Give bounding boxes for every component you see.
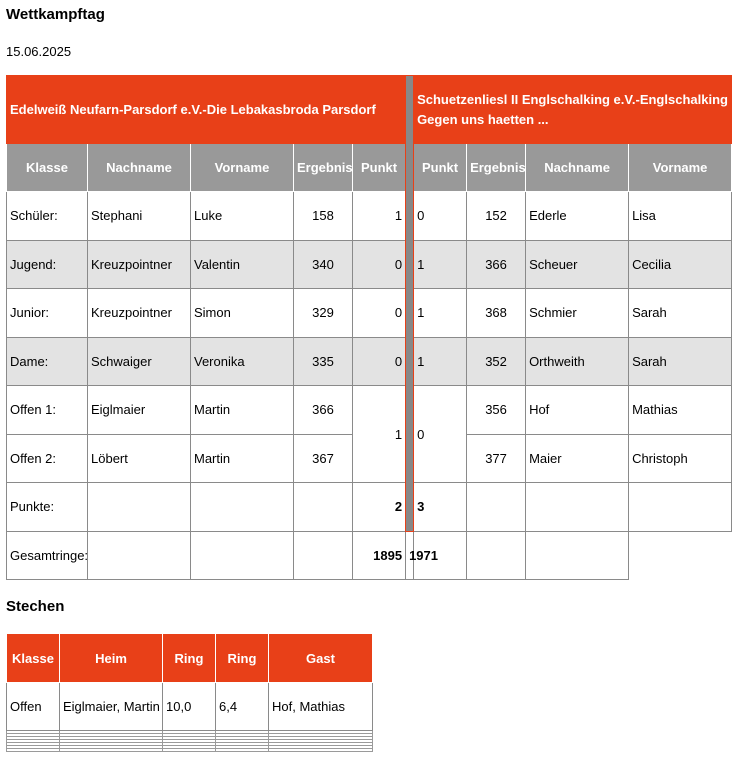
stechen-row	[7, 683, 373, 731]
table-row	[7, 289, 732, 338]
home-punkt-cell: 0	[353, 240, 406, 289]
guest-team-note: Gegen uns haetten ...	[417, 111, 549, 127]
guest-nachname-cell: Orthweith	[526, 337, 629, 386]
home-nachname-cell: Stephani	[88, 192, 191, 241]
stechen-header-row	[7, 634, 373, 683]
guest-ergebnis-cell: 152	[467, 192, 526, 241]
guest-vorname-cell: Mathias	[629, 386, 732, 435]
col-guest-punkt: Punkt	[414, 144, 467, 192]
home-vorname-cell: Veronika	[191, 337, 294, 386]
klasse-cell: Junior:	[7, 289, 88, 338]
klasse-cell: Jugend:	[7, 240, 88, 289]
stechen-col-gast: Gast	[269, 634, 373, 683]
guest-punkt-cell: 1	[414, 289, 467, 338]
empty-cell	[526, 483, 629, 532]
guest-nachname-cell: Maier	[526, 434, 629, 483]
guest-vorname-cell: Christoph	[629, 434, 732, 483]
stechen-col-ring-guest: Ring	[216, 634, 269, 683]
offen-home-punkt-cell: 1	[353, 386, 406, 483]
home-punkt-cell: 0	[353, 289, 406, 338]
home-punkte-total: 2	[353, 483, 406, 532]
punkte-label: Punkte:	[7, 483, 88, 532]
stechen-title: Stechen	[6, 598, 65, 615]
empty-cell	[191, 531, 294, 580]
guest-punkt-cell: 0	[414, 192, 467, 241]
guest-nachname-cell: Ederle	[526, 192, 629, 241]
home-nachname-cell: Kreuzpointner	[88, 240, 191, 289]
col-klasse: Klasse	[7, 144, 88, 192]
guest-team-name: Schuetzenliesl II Englschalking e.V.-Englschalking	[417, 91, 728, 107]
stechen-klasse-cell: Offen	[7, 683, 60, 731]
gesamtringe-label: Gesamtringe:	[7, 531, 88, 580]
empty-cell	[191, 483, 294, 532]
stechen-gast-cell: Hof, Mathias	[269, 683, 373, 731]
table-row	[7, 337, 732, 386]
guest-vorname-cell: Lisa	[629, 192, 732, 241]
empty-cell	[7, 749, 60, 752]
home-gesamtringe: 1895	[353, 531, 406, 580]
home-ergebnis-cell: 340	[294, 240, 353, 289]
offen-guest-punkt-cell: 0	[414, 386, 467, 483]
empty-row	[7, 749, 373, 752]
guest-ergebnis-cell: 366	[467, 240, 526, 289]
guest-vorname-cell: Sarah	[629, 337, 732, 386]
col-guest-vorname: Vorname	[629, 144, 732, 192]
stechen-heim-cell: Eiglmaier, Martin	[60, 683, 163, 731]
stechen-col-heim: Heim	[60, 634, 163, 683]
empty-cell	[88, 483, 191, 532]
stechen-ring-home-cell: 10,0	[163, 683, 216, 731]
stechen-col-klasse: Klasse	[7, 634, 60, 683]
empty-cell	[467, 483, 526, 532]
page-title: Wettkampftag	[6, 6, 105, 23]
home-nachname-cell: Kreuzpointner	[88, 289, 191, 338]
empty-cell	[60, 749, 163, 752]
guest-vorname-cell: Cecilia	[629, 240, 732, 289]
guest-nachname-cell: Hof	[526, 386, 629, 435]
stechen-table	[6, 633, 373, 752]
guest-ergebnis-cell: 368	[467, 289, 526, 338]
guest-punkte-total: 3	[414, 483, 467, 532]
table-row	[7, 386, 732, 435]
col-home-nachname: Nachname	[88, 144, 191, 192]
match-date: 15.06.2025	[6, 44, 72, 59]
home-ergebnis-cell: 329	[294, 289, 353, 338]
home-vorname-cell: Simon	[191, 289, 294, 338]
empty-cell	[294, 531, 353, 580]
empty-cell	[629, 483, 732, 532]
gesamtringe-row	[7, 531, 732, 580]
guest-punkt-cell: 1	[414, 337, 467, 386]
home-nachname-cell: Löbert	[88, 434, 191, 483]
col-home-ergebnis: Ergebnis	[294, 144, 353, 192]
header-row	[7, 144, 732, 192]
table-row	[7, 240, 732, 289]
klasse-cell: Offen 2:	[7, 434, 88, 483]
home-team-name: Edelweiß Neufarn-Parsdorf e.V.-Die Lebakasbroda Parsdorf	[7, 76, 406, 144]
results-table	[6, 75, 732, 580]
stechen-col-ring-home: Ring	[163, 634, 216, 683]
table-row	[7, 192, 732, 241]
empty-cell	[88, 531, 191, 580]
empty-cell	[294, 483, 353, 532]
home-nachname-cell: Schwaiger	[88, 337, 191, 386]
guest-punkt-cell: 1	[414, 240, 467, 289]
col-home-vorname: Vorname	[191, 144, 294, 192]
column-separator	[406, 76, 414, 532]
punkte-row	[7, 483, 732, 532]
guest-team-cell	[414, 76, 732, 144]
empty-cell	[269, 749, 373, 752]
klasse-cell: Schüler:	[7, 192, 88, 241]
team-row	[7, 76, 732, 144]
home-vorname-cell: Martin	[191, 386, 294, 435]
empty-cell	[216, 749, 269, 752]
empty-cell	[526, 531, 629, 580]
home-ergebnis-cell: 367	[294, 434, 353, 483]
home-ergebnis-cell: 335	[294, 337, 353, 386]
home-punkt-cell: 0	[353, 337, 406, 386]
guest-vorname-cell: Sarah	[629, 289, 732, 338]
col-guest-nachname: Nachname	[526, 144, 629, 192]
klasse-cell: Offen 1:	[7, 386, 88, 435]
guest-nachname-cell: Schmier	[526, 289, 629, 338]
home-nachname-cell: Eiglmaier	[88, 386, 191, 435]
guest-ergebnis-cell: 352	[467, 337, 526, 386]
col-guest-ergebnis: Ergebnis	[467, 144, 526, 192]
empty-cell	[163, 749, 216, 752]
home-vorname-cell: Luke	[191, 192, 294, 241]
guest-ergebnis-cell: 377	[467, 434, 526, 483]
home-ergebnis-cell: 366	[294, 386, 353, 435]
empty-cell	[467, 531, 526, 580]
home-ergebnis-cell: 158	[294, 192, 353, 241]
guest-ergebnis-cell: 356	[467, 386, 526, 435]
home-punkt-cell: 1	[353, 192, 406, 241]
home-vorname-cell: Martin	[191, 434, 294, 483]
home-vorname-cell: Valentin	[191, 240, 294, 289]
stechen-ring-guest-cell: 6,4	[216, 683, 269, 731]
col-home-punkt: Punkt	[353, 144, 406, 192]
guest-gesamtringe: 1971	[406, 531, 414, 580]
guest-nachname-cell: Scheuer	[526, 240, 629, 289]
klasse-cell: Dame:	[7, 337, 88, 386]
